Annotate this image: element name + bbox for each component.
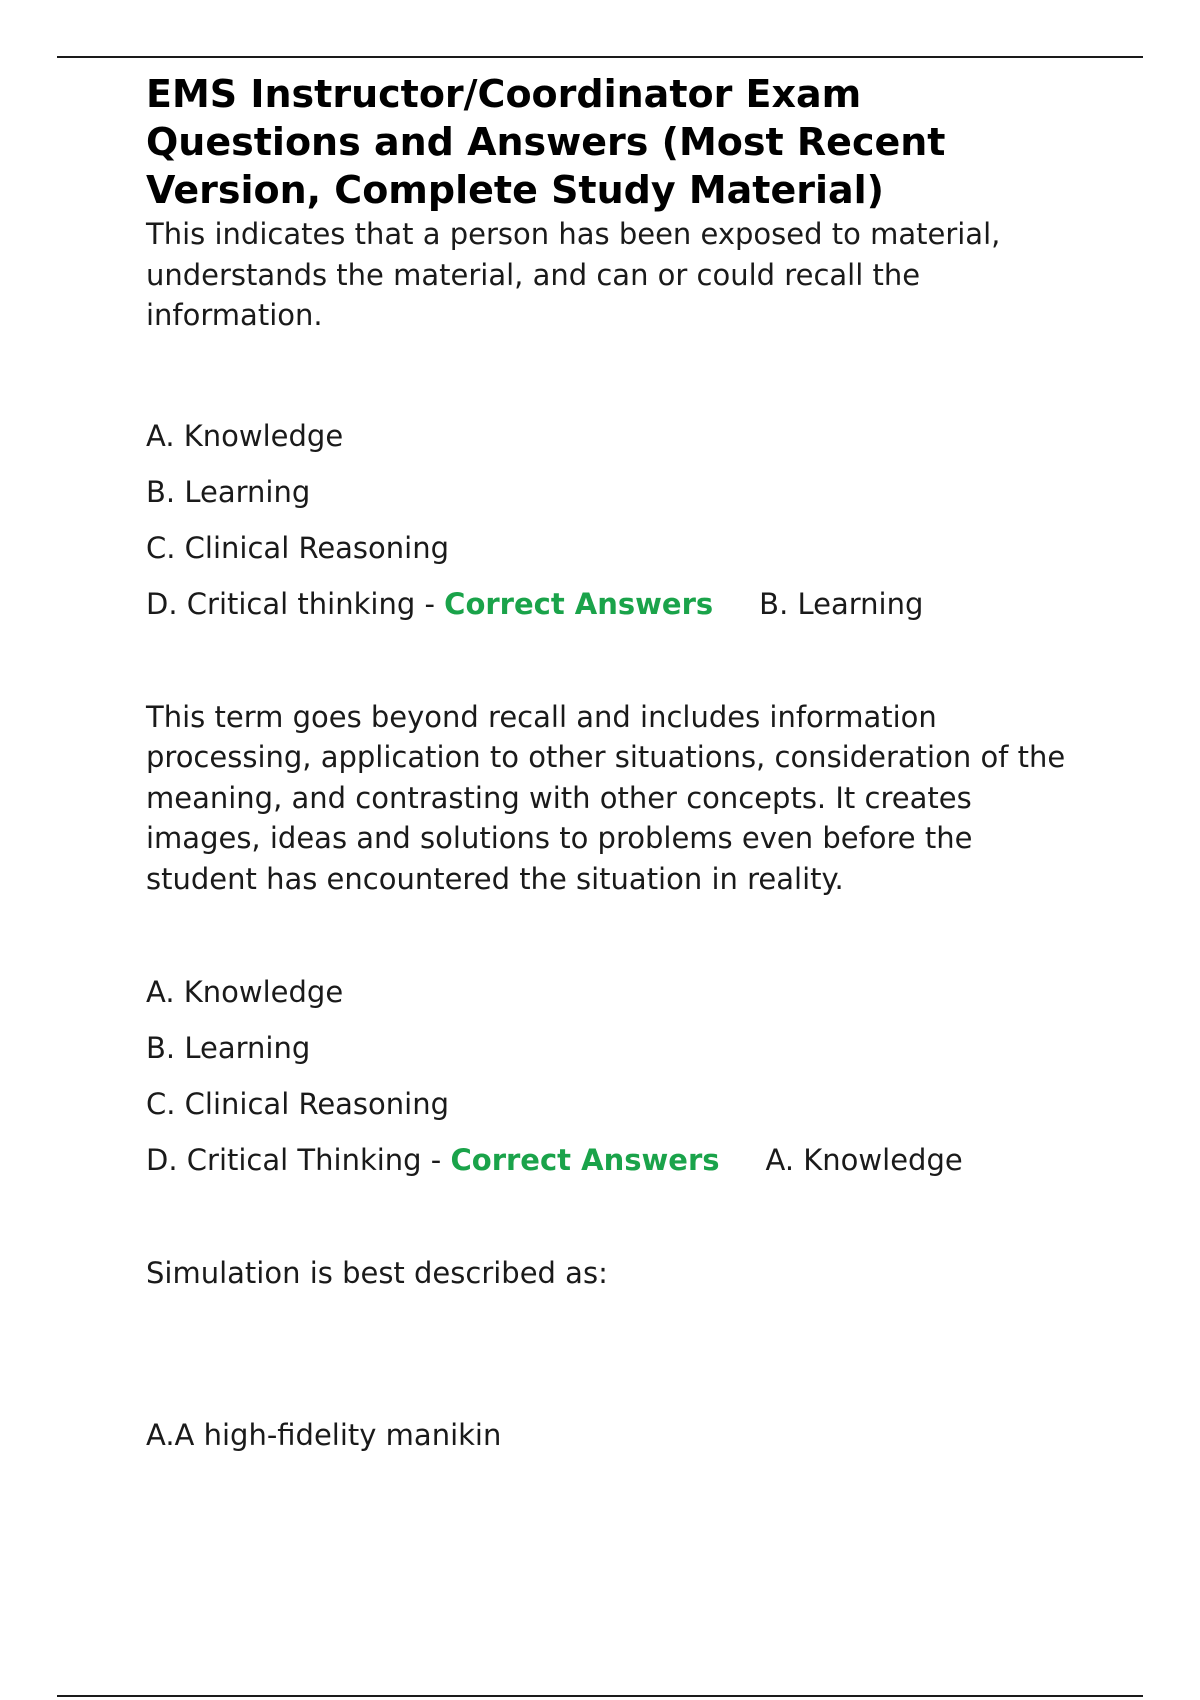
- question-2-option-d-text: D. Critical Thinking -: [146, 1143, 451, 1177]
- question-2-option-b: B. Learning: [146, 1031, 311, 1065]
- question-3-prompt: Simulation is best described as:: [146, 1256, 608, 1290]
- question-1-answer: B. Learning: [759, 586, 924, 621]
- question-1-option-d-text: D. Critical thinking -: [146, 586, 445, 621]
- question-2-option-d: [146, 1140, 1086, 1180]
- question-2-correct-label: Correct Answers: [450, 1143, 720, 1177]
- document-title: EMS Instructor/Coordinator Exam Questions and Answers (Most Recent Version, Complete Study Material): [146, 72, 946, 212]
- document-body: [146, 70, 1086, 1455]
- question-1-option-c: C. Clinical Reasoning: [146, 530, 450, 565]
- question-3-option-a: A.A high-fidelity manikin: [146, 1417, 502, 1452]
- question-1-prompt: This indicates that a person has been exposed to material, understands the material, and can or could recall the information.: [146, 217, 1001, 332]
- question-1-option-b: B. Learning: [146, 474, 311, 509]
- question-2-answer: A. Knowledge: [765, 1143, 963, 1177]
- question-1-option-a: A. Knowledge: [146, 418, 344, 453]
- question-1-option-d: [146, 584, 1086, 624]
- top-rule: [57, 56, 1143, 58]
- question-2-option-a: A. Knowledge: [146, 975, 344, 1009]
- bottom-rule: [57, 1695, 1143, 1697]
- question-2-option-c: C. Clinical Reasoning: [146, 1087, 450, 1121]
- question-1-correct-label: Correct Answers: [444, 586, 714, 621]
- question-2-prompt: This term goes beyond recall and includes information processing, application to other situations, consideration of the meaning, and contrasting with other concepts. It creates images, ideas and solutions to problems even before the student has encountered the situation in reality.: [146, 699, 1066, 896]
